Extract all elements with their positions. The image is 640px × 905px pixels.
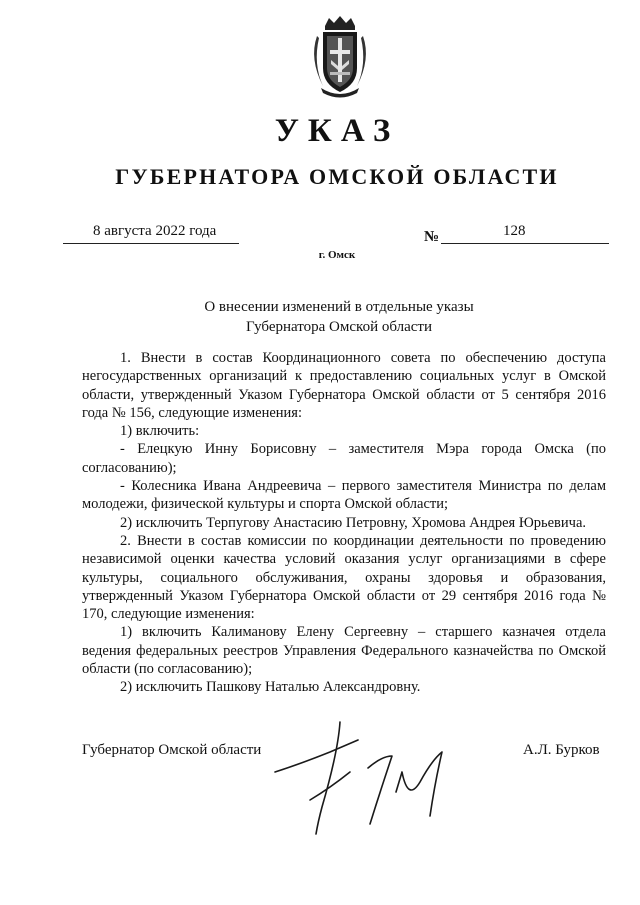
paragraph-8: 2) исключить Пашкову Наталью Александровну. <box>120 679 421 696</box>
decree-number: 128 <box>503 223 526 239</box>
paragraph-2: 1) включить: <box>120 423 200 440</box>
city-label: г. Омск <box>318 249 356 261</box>
paragraph-4: - Колесника Ивана Андреевича – первого заместителя Министра по делам молодежи, физической культуры и спорта Омской области; <box>82 478 606 513</box>
heading-line-1: О внесении изменений в отдельные указы <box>204 299 474 315</box>
decree-title: УКАЗ <box>274 113 400 149</box>
paragraph-1: 1. Внести в состав Координационного совета по обеспечению доступа негосударственных организаций к предоставлению социальных услуг в Омской области, утвержденный Указом Губернатора Омской области от 5 сентября 2016 года № 156, следующие изменения: <box>82 350 606 421</box>
date-line <box>63 223 239 244</box>
paragraph-7: 1) включить Калиманову Елену Сергеевну – старшего казначея отдела ведения федеральных реестров Управления Федерального казначейства по Омской области (по согласованию); <box>82 624 606 678</box>
decree-date: 8 августа 2022 года <box>93 223 217 239</box>
signatory-name: А.Л. Бурков <box>523 742 600 758</box>
coat-of-arms-icon <box>303 14 377 98</box>
number-line <box>441 223 609 244</box>
number-sign: № <box>424 229 440 245</box>
paragraph-6: 2. Внести в состав комиссии по координации деятельности по проведению независимой оценки качества условий оказания услуг организациями в сфере культуры, социального обслуживания, охраны здоровья и образования, утвержденный Указом Губернатора Омской области от 29 сентября 2016 года № 170, следующие изменения: <box>82 532 606 623</box>
decree-body <box>82 349 606 697</box>
decree-heading <box>170 297 508 337</box>
paragraph-5: 2) исключить Терпугову Анастасию Петровну, Хромова Андрея Юрьевича. <box>120 514 587 531</box>
decree-subtitle: ГУБЕРНАТОРА ОМСКОЙ ОБЛАСТИ <box>115 164 559 189</box>
signatory-title: Губернатор Омской области <box>82 742 262 758</box>
handwritten-signature-icon <box>270 712 470 842</box>
paragraph-3: - Елецкую Инну Борисовну – заместителя Мэра города Омска (по согласованию); <box>82 441 606 476</box>
heading-line-2: Губернатора Омской области <box>246 319 432 335</box>
